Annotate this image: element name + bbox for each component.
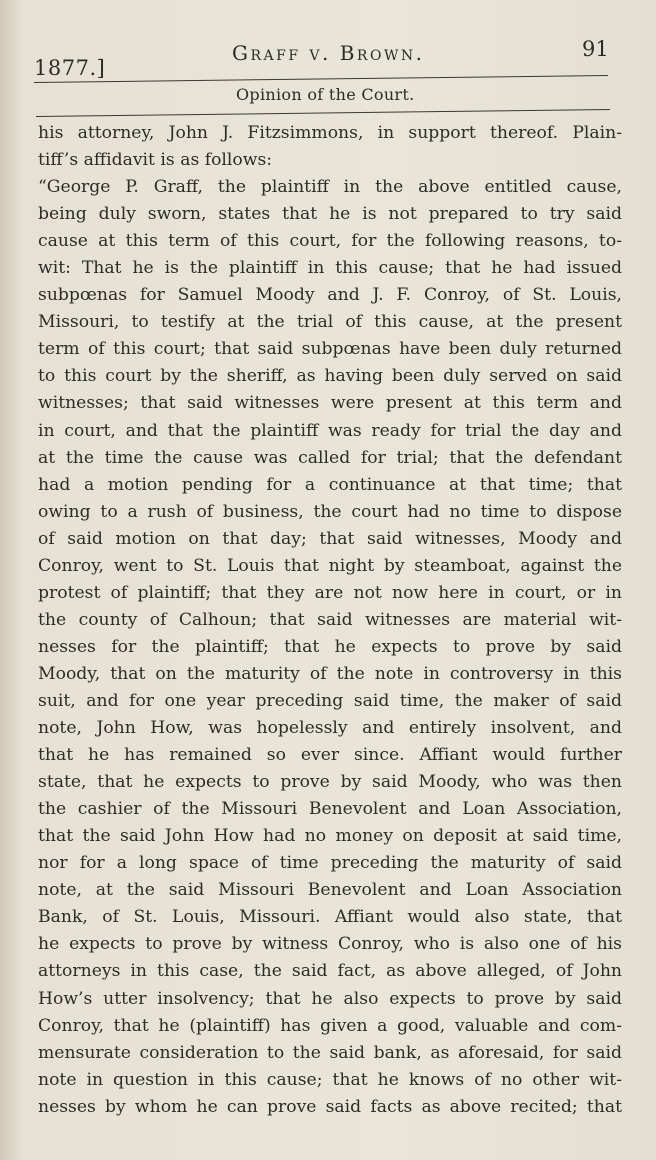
text-line: state, that he expects to prove by said Moody, who was then (38, 772, 622, 793)
text-line: being duly sworn, states that he is not prepared to try said (38, 204, 622, 225)
text-line: witnesses; that said witnesses were present at this term and (38, 393, 622, 414)
text-line: protest of plaintiff; that they are not now here in court, or in (38, 582, 622, 603)
header-rule-top (34, 75, 608, 83)
text-line: nesses by whom he can prove said facts as above recited; that (38, 1096, 622, 1117)
text-line: suit, and for one year preceding said time, the maker of said (38, 690, 622, 711)
text-line: Missouri, to testify at the trial of this cause, at the present (38, 312, 622, 333)
text-line: subpœnas for Samuel Moody and J. F. Conroy, of St. Louis, (38, 285, 622, 306)
header-rule-bottom (36, 109, 610, 117)
section-heading: Opinion of the Court. (236, 85, 415, 104)
text-line: note, at the said Missouri Benevolent and Loan Association (38, 880, 622, 901)
text-line: owing to a rush of business, the court had no time to dispose (38, 501, 622, 522)
text-line: the cashier of the Missouri Benevolent and Loan Association, (38, 799, 622, 820)
text-line: he expects to prove by witness Conroy, who is also one of his (38, 934, 622, 955)
text-line: in court, and that the plaintiff was ready for trial the day and (38, 420, 622, 441)
text-line: How’s utter insolvency; that he also expects to prove by said (38, 988, 622, 1009)
text-line: nesses for the plaintiff; that he expects to prove by said (38, 636, 622, 657)
text-line: of said motion on that day; that said witnesses, Moody and (38, 528, 622, 549)
text-line: tiff’s affidavit is as follows: (38, 150, 273, 171)
year-label: 1877.] (34, 56, 106, 80)
text-line: Conroy, went to St. Louis that night by steamboat, against the (38, 555, 622, 576)
text-line: Bank, of St. Louis, Missouri. Affiant would also state, that (38, 907, 622, 928)
text-line: to this court by the sheriff, as having been duly served on said (38, 366, 622, 387)
text-line: nor for a long space of time preceding the maturity of said (38, 853, 622, 874)
opinion-text (38, 120, 622, 1121)
text-line: that he has remained so ever since. Affiant would further (38, 745, 622, 766)
text-line: cause at this term of this court, for the following reasons, to- (38, 231, 622, 252)
text-line: the county of Calhoun; that said witnesses are material wit- (38, 609, 622, 630)
text-line: mensurate consideration to the said bank, as aforesaid, for said (38, 1042, 622, 1063)
text-line: at the time the cause was called for trial; that the defendant (38, 447, 622, 468)
text-line: attorneys in this case, the said fact, as above alleged, of John (38, 961, 622, 982)
text-line: wit: That he is the plaintiff in this cause; that he had issued (38, 258, 622, 279)
case-title: Graff v. Brown. (232, 41, 425, 65)
text-line: had a motion pending for a continuance at that time; that (38, 474, 622, 495)
text-line: Conroy, that he (plaintiff) has given a good, valuable and com- (38, 1015, 622, 1036)
running-head (0, 0, 656, 110)
text-line: that the said John How had no money on deposit at said time, (38, 826, 622, 847)
text-line: “George P. Graff, the plaintiff in the above entitled cause, (38, 177, 622, 198)
text-line: Moody, that on the maturity of the note in controversy in this (38, 663, 622, 684)
text-line: term of this court; that said subpœnas have been duly returned (38, 339, 622, 360)
text-line: note, John How, was hopelessly and entirely insolvent, and (38, 718, 622, 739)
page-number: 91 (582, 37, 609, 61)
text-line: note in question in this cause; that he knows of no other wit- (38, 1069, 622, 1090)
text-line: his attorney, John J. Fitzsimmons, in support thereof. Plain- (38, 123, 622, 143)
